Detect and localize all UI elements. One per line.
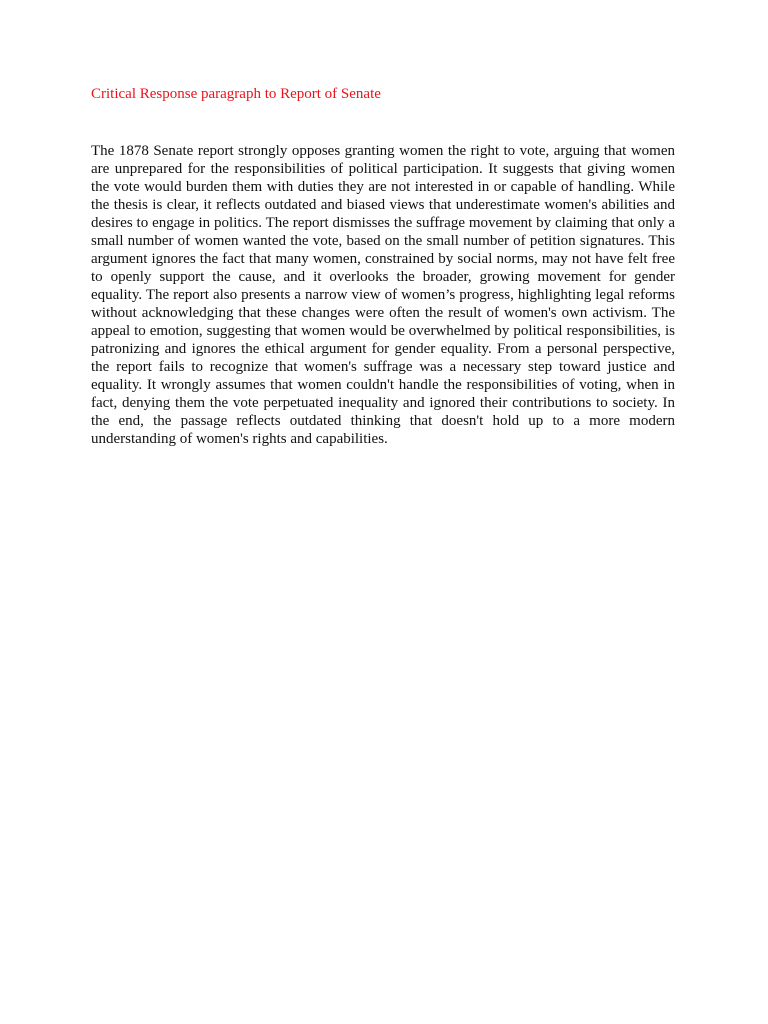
document-body-paragraph: The 1878 Senate report strongly opposes granting women the right to vote, arguing that women are unprepared for the responsibilities of political participation. It suggests that giving women the vote would burden them with duties they are not interested in or capable of handling. While the thesis is clear, it reflects outdated and biased views that underestimate women's abilities and desires to engage in politics. The report dismisses the suffrage movement by claiming that only a small number of women wanted the vote, based on the small number of petition signatures. This argument ignores the fact that many women, constrained by social norms, may not have felt free to openly support the cause, and it overlooks the broader, growing movement for gender equality. The report also presents a narrow view of women’s progress, highlighting legal reforms without acknowledging that these changes were often the result of women's own activism. The appeal to emotion, suggesting that women would be overwhelmed by political responsibilities, is patronizing and ignores the ethical argument for gender equality. From a personal perspective, the report fails to recognize that women's suffrage was a necessary step toward justice and equality. It wrongly assumes that women couldn't handle the responsibilities of voting, when in fact, denying them the vote perpetuated inequality and ignored their contributions to society. In the end, the passage reflects outdated thinking that doesn't hold up to a more modern understanding of women's rights and capabilities. (91, 143, 675, 447)
document-title: Critical Response paragraph to Report of Senate (91, 86, 381, 102)
